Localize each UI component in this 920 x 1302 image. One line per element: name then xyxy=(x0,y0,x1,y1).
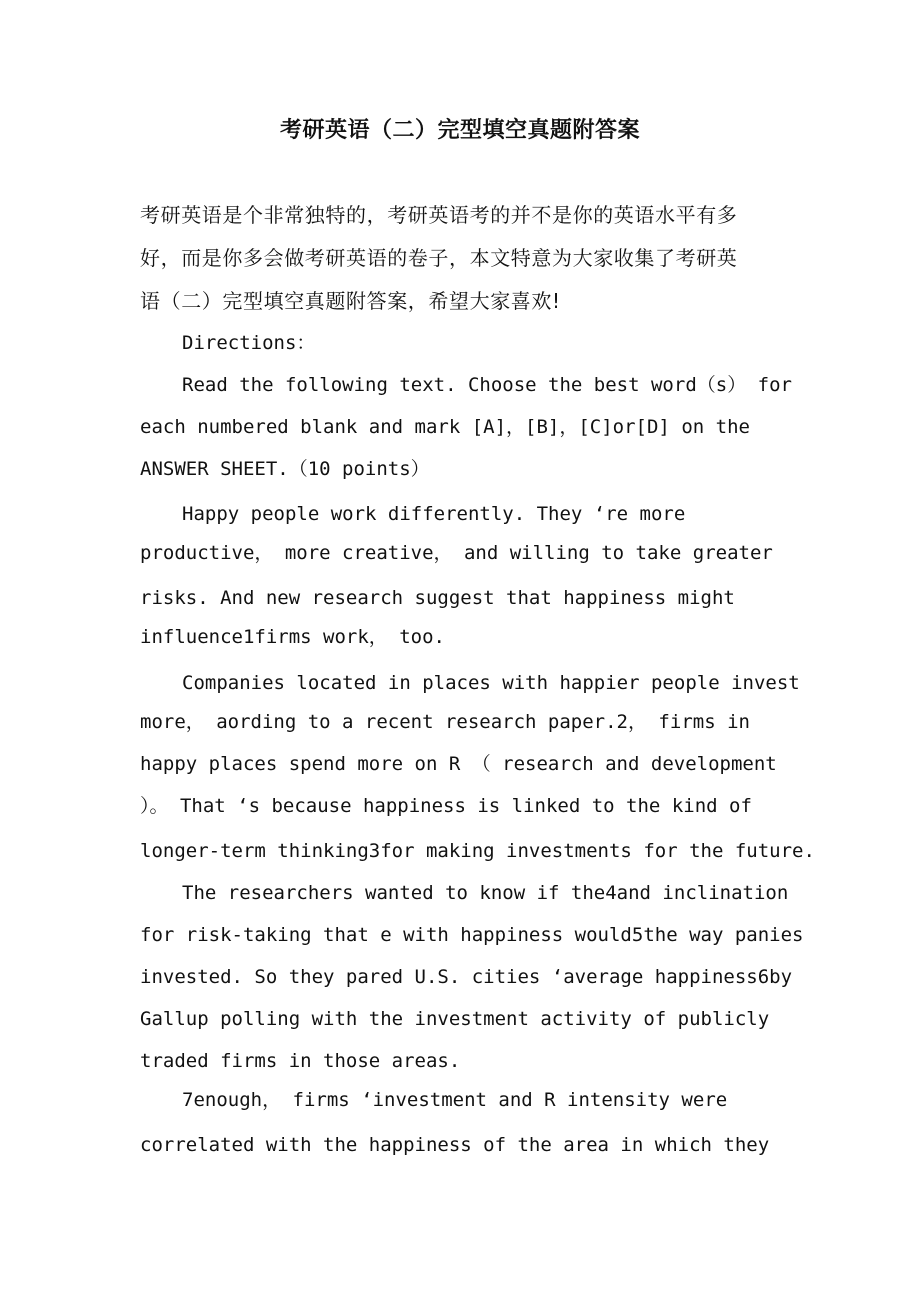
directions-heading: Directions： xyxy=(182,332,316,354)
body-line: influence1firms work， too. xyxy=(140,626,445,648)
body-line: more， aording to a recent research paper.2， firms in xyxy=(140,711,750,733)
document-title: 考研英语（二）完型填空真题附答案 xyxy=(279,118,640,143)
body-line: for risk-taking that e with happiness would5the way panies xyxy=(140,924,804,946)
intro-line: 语（二）完型填空真题附答案，希望大家喜欢! xyxy=(140,289,561,313)
body-line: longer-term thinking3for making investments for the future. xyxy=(140,840,815,862)
body-line: 7enough， firms ‘investment and R intensity were xyxy=(182,1089,728,1111)
body-line: each numbered blank and mark [A]，[B]，[C]or[D] on the xyxy=(140,416,750,438)
body-line: Companies located in places with happier people invest xyxy=(182,672,800,694)
intro-line: 好，而是你多会做考研英语的卷子，本文特意为大家收集了考研英 xyxy=(140,246,738,270)
intro-line: 考研英语是个非常独特的，考研英语考的并不是你的英语水平有多 xyxy=(140,203,738,227)
body-line: invested. So they pared U.S. cities ‘average happiness6by xyxy=(140,966,793,988)
body-line: correlated with the happiness of the area in which they xyxy=(140,1134,770,1156)
body-line: productive， more creative， and willing to take greater xyxy=(140,542,773,564)
body-line: Read the following text. Choose the best word（s） for xyxy=(182,374,792,396)
body-line: The researchers wanted to know if the4and inclination xyxy=(182,882,789,904)
body-line: risks. And new research suggest that happiness might xyxy=(140,587,735,609)
body-line: ）。 That ‘s because happiness is linked to the kind of xyxy=(140,795,752,817)
body-line: Happy people work differently. They ‘re more xyxy=(182,503,686,525)
body-line: ANSWER SHEET.（10 points） xyxy=(140,458,430,480)
body-line: happy places spend more on R （ research and development xyxy=(140,753,777,775)
body-line: traded firms in those areas. xyxy=(140,1050,461,1072)
body-line: Gallup polling with the investment activity of publicly xyxy=(140,1008,770,1030)
